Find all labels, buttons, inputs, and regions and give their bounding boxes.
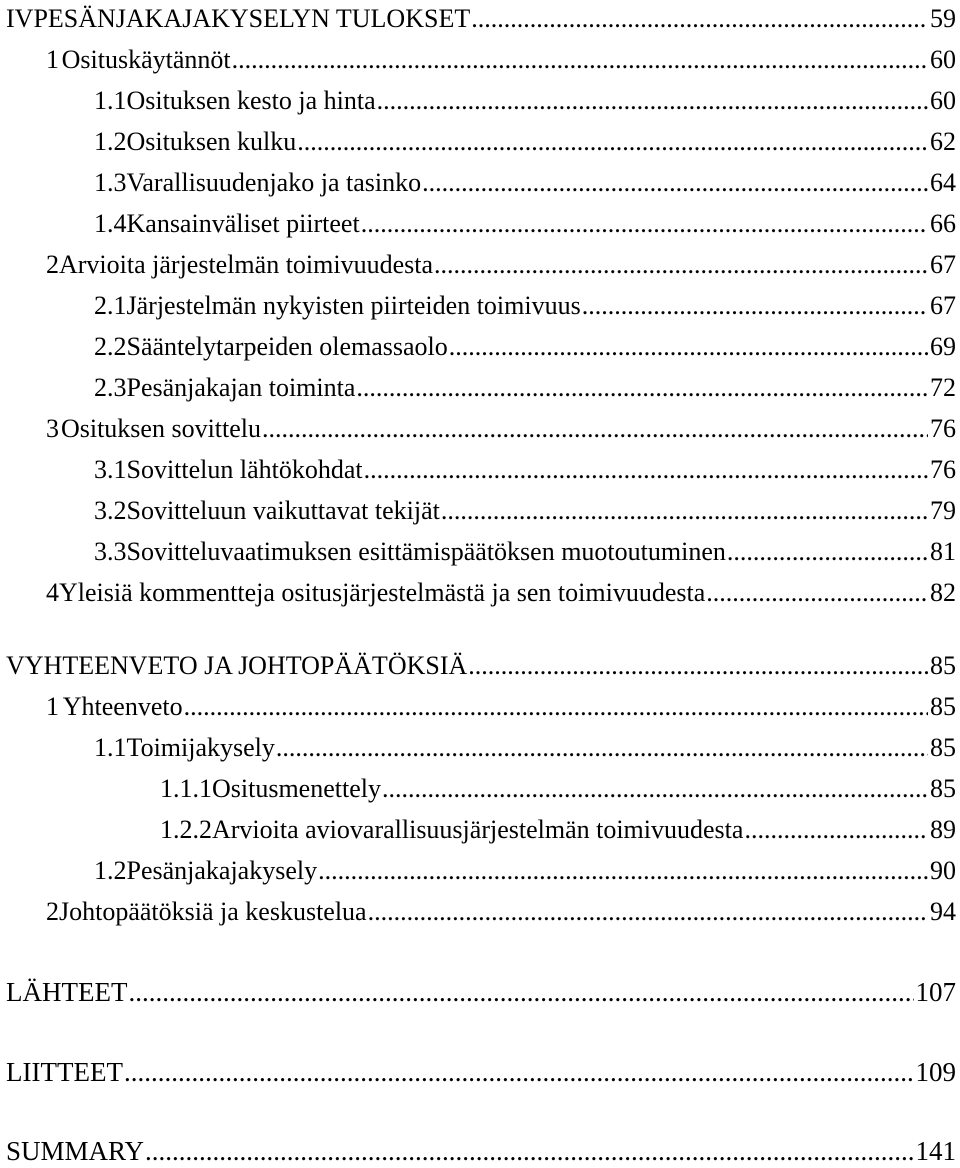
toc-title: Ositusmenettely: [212, 774, 381, 803]
toc-page-number: 72: [930, 373, 956, 402]
toc-number: 4: [46, 578, 59, 607]
toc-page-number: 85: [930, 774, 956, 803]
toc-number: 1: [46, 692, 59, 721]
toc-title: Kansainväliset piirteet: [126, 209, 360, 238]
toc-number: 2.2: [94, 332, 127, 361]
toc-leader: [471, 4, 928, 34]
toc-title: YHTEENVETO JA JOHTOPÄÄTÖKSIÄ: [24, 651, 468, 680]
toc-entry: [0, 4, 956, 34]
toc-number: 2.1: [94, 291, 127, 320]
toc-page-number: 141: [915, 1136, 956, 1166]
toc-number: 3.3: [94, 537, 127, 566]
toc-title: Osituksen kulku: [126, 127, 297, 156]
toc-page-number: 81: [930, 537, 956, 566]
toc-number: 1.1.1: [160, 774, 212, 803]
toc-title: LIITTEET: [6, 1057, 123, 1087]
toc-entry: [0, 291, 956, 321]
toc-leader: [441, 496, 928, 526]
toc-number: 2.3: [94, 373, 127, 402]
toc-page-number: 76: [930, 455, 956, 484]
toc-entry: [0, 86, 956, 116]
toc-leader: [262, 414, 928, 444]
toc-page-number: 59: [930, 4, 956, 33]
toc-entry: [0, 897, 956, 927]
toc-title: Osituskäytännöt: [61, 45, 231, 74]
toc-number: 3: [46, 414, 59, 443]
toc-number: V: [6, 651, 25, 680]
toc-number: 2: [46, 250, 59, 279]
toc-entry: [0, 1057, 956, 1087]
toc-entry: [0, 455, 956, 485]
toc-title: Sovitteluvaatimuksen esittämispäätöksen muotoutuminen: [126, 537, 726, 566]
toc-entry: [0, 414, 956, 444]
toc-entry: [0, 733, 956, 763]
toc-number: 1.2.2: [160, 815, 212, 844]
toc-entry: [0, 578, 956, 608]
toc-entry: [0, 856, 956, 886]
toc-number: 2: [46, 897, 59, 926]
toc-leader: [368, 897, 928, 927]
toc-number: IV: [6, 4, 34, 33]
toc-page-number: 64: [930, 168, 956, 197]
toc-title: Osituksen sovittelu: [60, 414, 262, 443]
toc-entry: [0, 537, 956, 567]
toc-page-number: 67: [930, 291, 956, 320]
toc-page-number: 107: [915, 977, 956, 1007]
toc-leader: [276, 733, 928, 763]
toc-entry: [0, 209, 956, 239]
toc-page-number: 67: [930, 250, 956, 279]
toc-page-number: 109: [915, 1057, 956, 1087]
toc-number: 1.2: [94, 127, 127, 156]
toc-number: 3.1: [94, 455, 127, 484]
toc-page-number: 66: [930, 209, 956, 238]
toc-page-number: 94: [930, 897, 956, 926]
toc-leader: [727, 537, 928, 567]
toc-entry: [0, 373, 956, 403]
toc-page-number: 90: [930, 856, 956, 885]
toc-leader: [232, 45, 928, 75]
toc-title: PESÄNJAKAJAKYSELYN TULOKSET: [33, 4, 471, 33]
toc-leader: [706, 578, 928, 608]
toc-page-number: 82: [930, 578, 956, 607]
toc-page-number: 89: [930, 815, 956, 844]
toc-page-number: 79: [930, 496, 956, 525]
toc-number: 1.4: [94, 209, 127, 238]
toc-page-number: 69: [930, 332, 956, 361]
toc-number: 1.2: [94, 856, 127, 885]
toc-leader: [422, 168, 928, 198]
toc-leader: [297, 127, 928, 157]
toc-leader: [124, 1057, 914, 1087]
toc-title: Arvioita järjestelmän toimivuudesta: [59, 250, 434, 279]
toc-title: Johtopäätöksiä ja keskustelua: [59, 897, 367, 926]
toc-leader: [361, 209, 928, 239]
toc-leader: [434, 250, 928, 280]
toc-entry: [0, 168, 956, 198]
toc-title: Toimijakysely: [126, 733, 275, 762]
toc-leader: [145, 1136, 913, 1166]
toc-leader: [377, 86, 928, 116]
toc-title: Järjestelmän nykyisten piirteiden toimivuus: [126, 291, 581, 320]
toc-title: Arvioita aviovarallisuusjärjestelmän toimivuudesta: [212, 815, 744, 844]
toc-leader: [382, 774, 928, 804]
toc-page-number: 76: [930, 414, 956, 443]
toc-number: 3.2: [94, 496, 127, 525]
toc-title: Pesänjakajan toiminta: [126, 373, 356, 402]
toc-leader: [356, 373, 928, 403]
toc-number: 1: [46, 45, 59, 74]
toc-title: Osituksen kesto ja hinta: [126, 86, 376, 115]
toc-page-number: 85: [930, 692, 956, 721]
toc-leader: [184, 692, 928, 722]
toc-leader: [468, 651, 928, 681]
toc-entry: [0, 250, 956, 280]
toc-title: Varallisuudenjako ja tasinko: [126, 168, 422, 197]
toc-entry: [0, 815, 956, 845]
toc-leader: [364, 455, 928, 485]
toc-entry: [0, 651, 956, 681]
toc-page-number: 85: [930, 733, 956, 762]
toc-leader: [449, 332, 928, 362]
toc-number: 1.1: [94, 733, 127, 762]
toc-title: SUMMARY: [6, 1136, 145, 1166]
toc-entry: [0, 496, 956, 526]
toc-entry: [0, 774, 956, 804]
toc-title: Sovittelun lähtökohdat: [126, 455, 363, 484]
toc-entry: [0, 332, 956, 362]
toc-entry: [0, 692, 956, 722]
toc-entry: [0, 977, 956, 1007]
toc-entry: [0, 45, 956, 75]
toc-leader: [582, 291, 928, 321]
toc-leader: [318, 856, 928, 886]
toc-title: Yhteenveto: [62, 692, 183, 721]
toc-leader: [744, 815, 928, 845]
toc-number: 1.3: [94, 168, 127, 197]
toc-page-number: 60: [930, 45, 956, 74]
toc-title: Pesänjakajakysely: [126, 856, 318, 885]
toc-title: LÄHTEET: [6, 977, 128, 1007]
toc-page-number: 60: [930, 86, 956, 115]
toc-entry: [0, 1136, 956, 1166]
toc-page-number: 62: [930, 127, 956, 156]
toc-title: Yleisiä kommentteja ositusjärjestelmästä ja sen toimivuudesta: [59, 578, 706, 607]
toc-page-number: 85: [930, 651, 956, 680]
toc-leader: [128, 977, 913, 1007]
toc-number: 1.1: [94, 86, 127, 115]
toc-title: Sovitteluun vaikuttavat tekijät: [126, 496, 440, 525]
toc-title: Sääntelytarpeiden olemassaolo: [126, 332, 448, 361]
toc-entry: [0, 127, 956, 157]
